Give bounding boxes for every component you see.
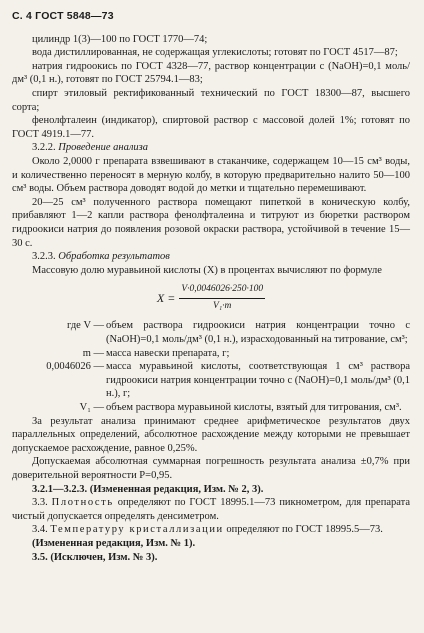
paragraph: Массовую долю муравьиной кислоты (X) в процентах вычисляют по формуле bbox=[32, 264, 382, 276]
section-number: 3.2.3. bbox=[32, 251, 56, 263]
definition-row bbox=[12, 401, 410, 415]
page-header: С. 4 ГОСТ 5848—73 bbox=[12, 10, 114, 22]
paragraph: Около 2,0000 г препарата взвешивают в стаканчике, содержащем 10—15 см³ воды, и количественно переносят в мерную колбу, в которую предварительно налито 50—100 см³ воды. Объем раствора доводят водой до метки и тщательно перемешивают. bbox=[12, 155, 410, 195]
paragraph: 20—25 см³ полученного раствора помещают пипеткой в коническую колбу, прибавляют 1—2 капли раствора фенолфталеина и титруют из бюретки раствором гидроокиси натрия до появления розовой окраски раствора, устойчивой в течение 15—30 с. bbox=[12, 196, 410, 249]
paragraph: За результат анализа принимают среднее арифметическое результатов двух параллельных определений, абсолютное расхождение между которыми не превышает допускаемое расхождение, равное 0,25%. bbox=[12, 415, 410, 454]
definition-text: объем раствора гидроокиси натрия концентрации точно с (NaOH)=0,1 моль/дм³ (0,1 н.), израсходованный на титрование, см³; bbox=[106, 320, 410, 346]
section-title: Плотность bbox=[51, 497, 114, 509]
reagent-item: вода дистиллированная, не содержащая углекислоты; готовят по ГОСТ 4517—87; bbox=[32, 47, 398, 59]
symbol: V — bbox=[83, 320, 104, 332]
where-word: где bbox=[67, 320, 81, 332]
section-3-3 bbox=[12, 496, 410, 523]
section-heading-3-2-2 bbox=[12, 141, 410, 155]
definition-symbol bbox=[12, 319, 106, 346]
definition-row bbox=[12, 319, 410, 346]
definition-row bbox=[12, 347, 410, 361]
section-title: Температуру кристаллизации bbox=[50, 524, 224, 536]
formula bbox=[12, 283, 410, 313]
variable-definitions bbox=[12, 319, 410, 414]
formula-lhs: X = bbox=[156, 290, 176, 305]
section-3-4 bbox=[12, 523, 410, 537]
amendment-note: (Измененная редакция, Изм. № 1). bbox=[32, 537, 196, 549]
definition-row bbox=[12, 360, 410, 401]
amendment-note: 3.2.1—3.2.3. (Измененная редакция, Изм. № 2, 3). bbox=[32, 483, 264, 495]
formula-fraction bbox=[179, 283, 265, 313]
definition-text: масса навески препарата, г; bbox=[106, 347, 230, 359]
section-number: 3.2.2. bbox=[32, 142, 56, 154]
section-text: определяют по ГОСТ 18995.1—73 пикнометром, для препарата чистый допускается определять денсиметром. bbox=[12, 497, 410, 522]
definition-text: объем раствора муравьиной кислоты, взятый для титрования, см³. bbox=[106, 402, 402, 414]
section-3-5: 3.5. (Исключен, Изм. № 3). bbox=[32, 551, 158, 563]
section-title: Обработка результатов bbox=[58, 251, 170, 263]
section-title: Проведение анализа bbox=[58, 142, 149, 154]
definition-symbol: m — bbox=[82, 347, 104, 359]
formula-numerator: V·0,0046026·250·100 bbox=[179, 283, 265, 299]
reagent-item: натрия гидроокись по ГОСТ 4328—77, раствор концентрации с (NaOH)=0,1 моль/дм³ (0,1 н.), готовят по ГОСТ 25794.1—83; bbox=[12, 60, 410, 86]
section-heading-3-2-3 bbox=[12, 250, 410, 264]
formula-denominator: V₁·m bbox=[213, 300, 232, 311]
paragraph: Допускаемая абсолютная суммарная погрешность результата анализа ±0,7% при доверительной вероятности P=0,95. bbox=[12, 456, 410, 481]
reagent-item: фенолфталеин (индикатор), спиртовой раствор с массовой долей 1%; готовят по ГОСТ 4919.1—77. bbox=[12, 115, 410, 140]
reagent-item: спирт этиловый ректификованный технический по ГОСТ 18300—87, высшего сорта; bbox=[12, 87, 410, 113]
definition-symbol: 0,0046026 — bbox=[46, 361, 104, 373]
definition-text: масса муравьиной кислоты, соответствующая 1 см³ раствора гидроокиси натрия концентрации точно с (NaOH)=0,1 моль/дм³ (0,1 н.), г; bbox=[106, 361, 410, 400]
section-text: определяют по ГОСТ 18995.5—73. bbox=[226, 524, 383, 536]
section-number: 3.3. bbox=[32, 497, 48, 509]
reagent-item: цилиндр 1(3)—100 по ГОСТ 1770—74; bbox=[32, 33, 208, 45]
definition-symbol: V₁ — bbox=[79, 402, 104, 414]
section-number: 3.4. bbox=[32, 524, 48, 536]
